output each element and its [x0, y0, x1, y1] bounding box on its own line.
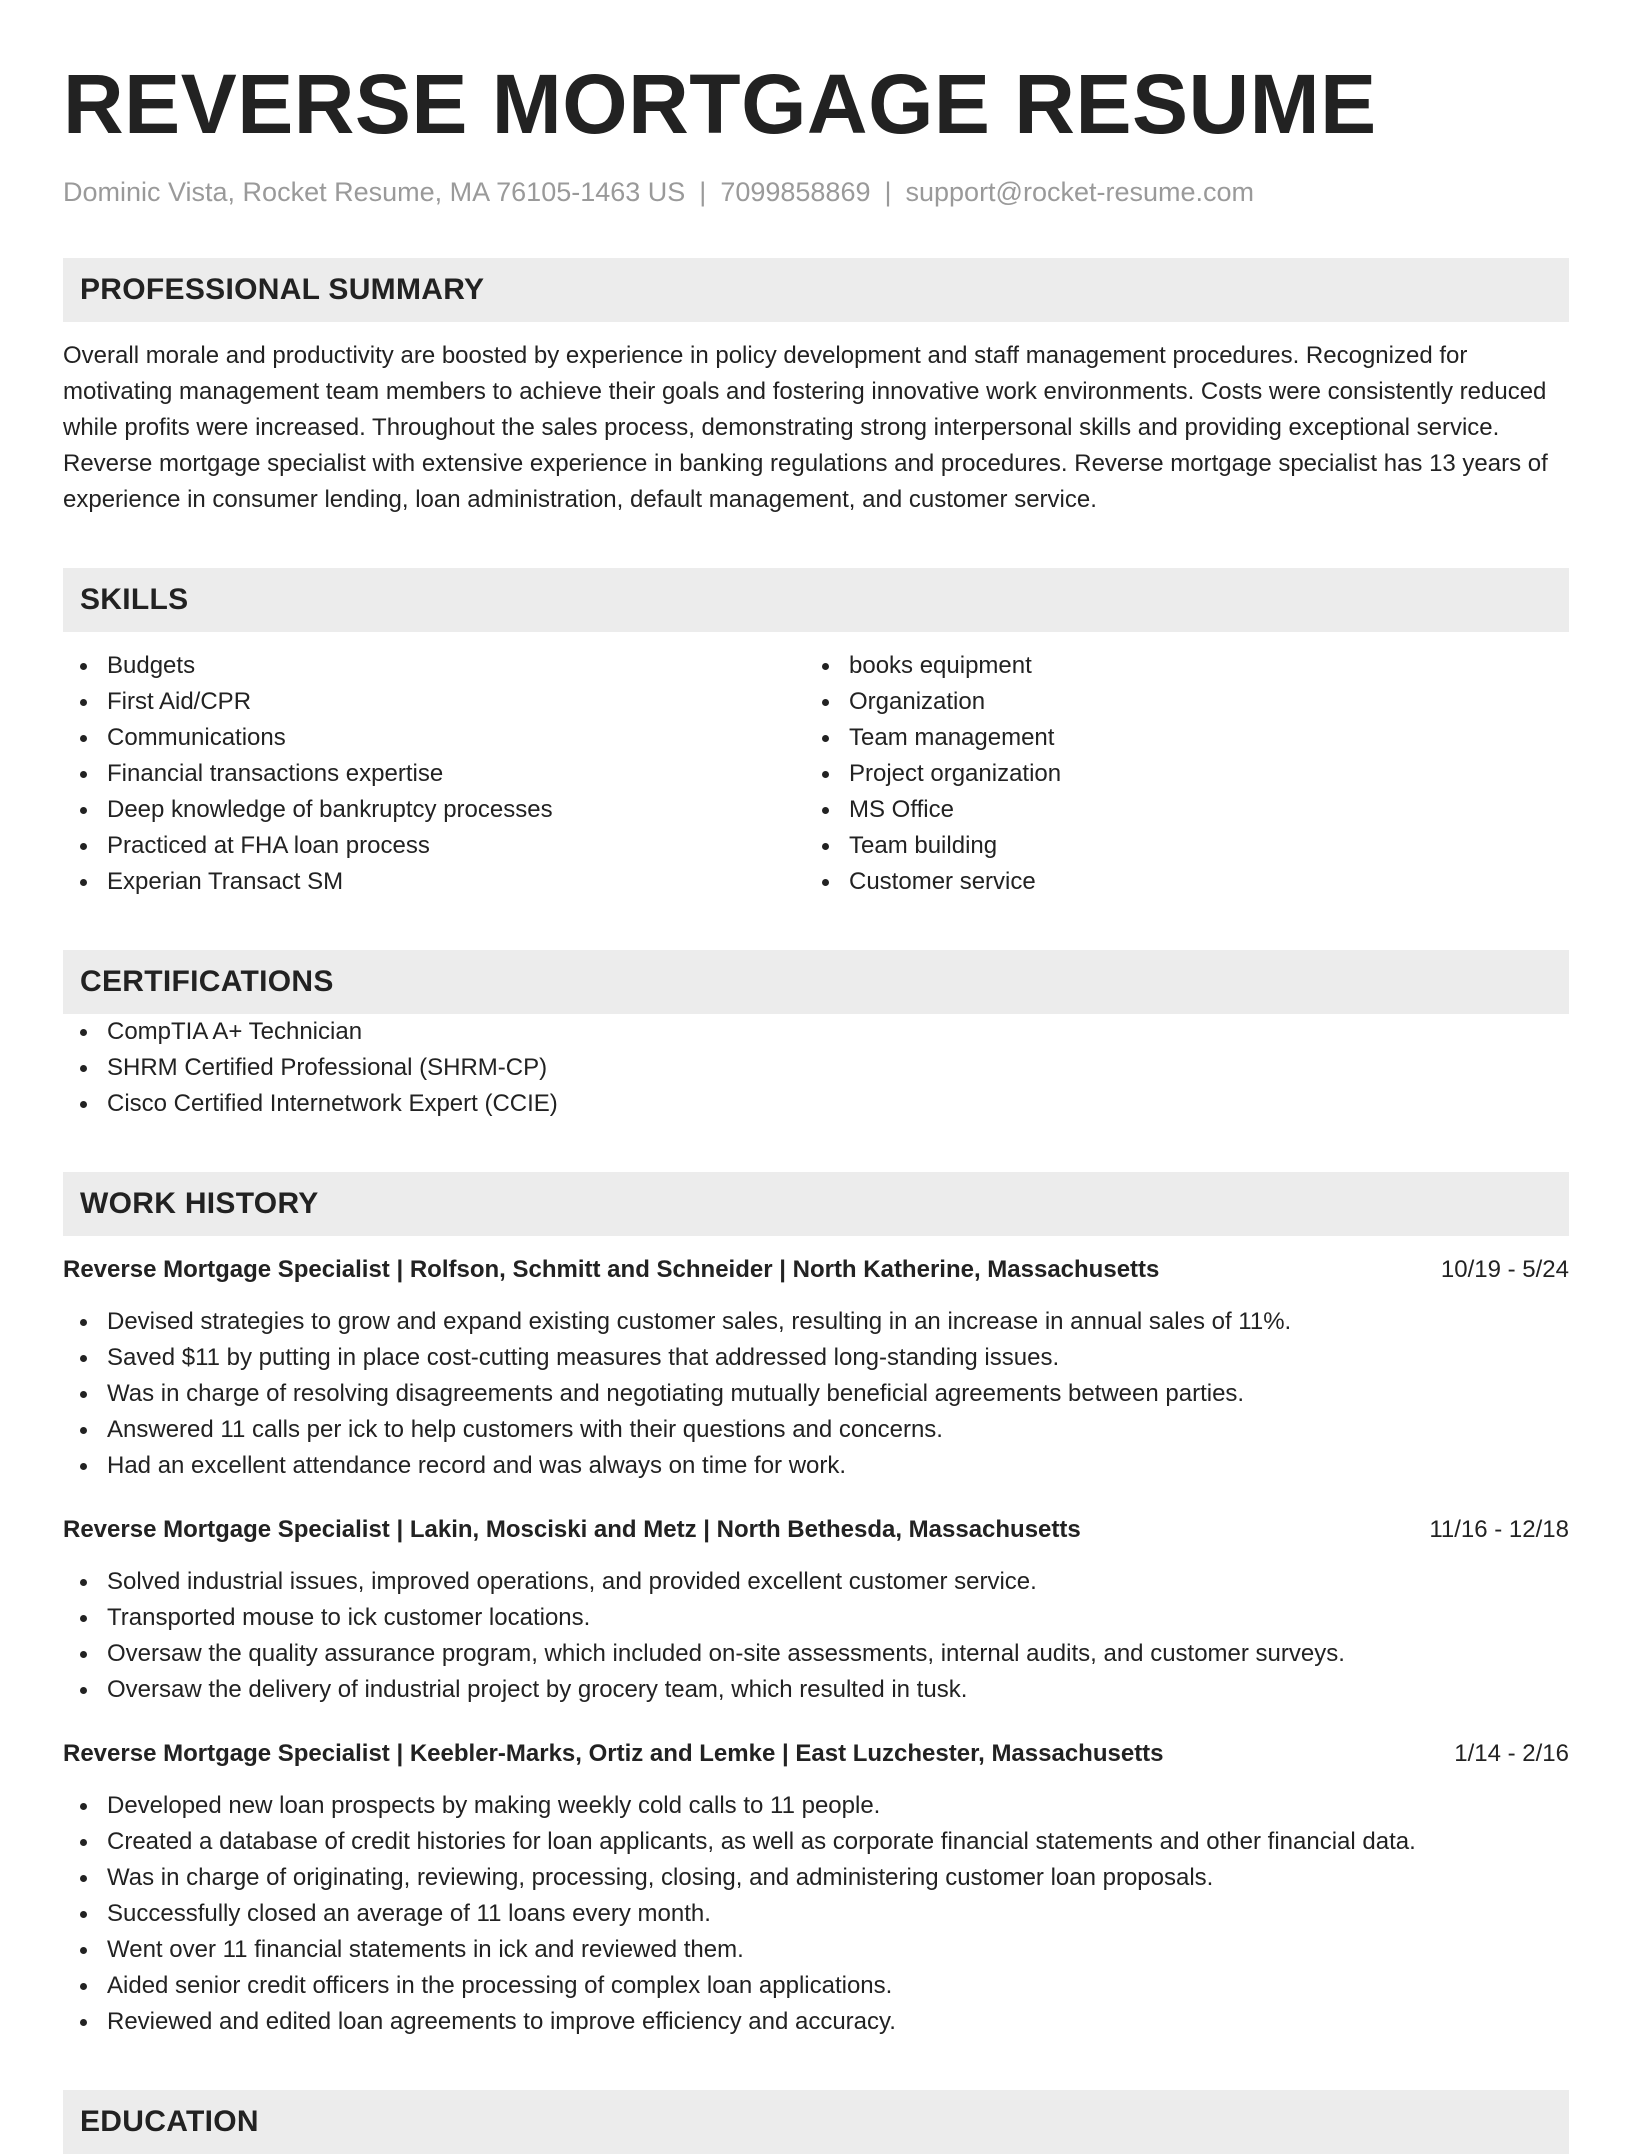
contact-separator: |	[699, 177, 707, 207]
skills-column-right	[805, 648, 1547, 900]
job-bullets	[63, 1788, 1569, 2040]
skill-item: Budgets	[63, 648, 805, 684]
contact-separator: |	[884, 177, 892, 207]
job-bullet: Aided senior credit officers in the processing of complex loan applications.	[63, 1968, 1569, 2004]
contact-phone: 7099858869	[720, 177, 871, 207]
skill-item: MS Office	[805, 792, 1547, 828]
summary-text: Overall morale and productivity are boosted by experience in policy development and staff management procedures. Recognized for motivating management team members to achieve their goals and fostering innovative work environments. Costs were consistently reduced while profits were increased. Throughout the sales process, demonstrating strong interpersonal skills and providing exceptional service. Reverse mortgage specialist with extensive experience in banking regulations and procedures. Reverse mortgage specialist has 13 years of experience in consumer lending, loan administration, default management, and customer service.	[63, 342, 1548, 513]
job-header	[63, 1512, 1569, 1548]
contact-line	[63, 176, 1569, 208]
job-bullet: Answered 11 calls per ick to help customers with their questions and concerns.	[63, 1412, 1569, 1448]
job-entry	[63, 1736, 1569, 2040]
job-title: Reverse Mortgage Specialist | Keebler-Marks, Ortiz and Lemke | East Luzchester, Massachusetts	[63, 1740, 1164, 1767]
skills-list	[63, 648, 1569, 900]
skill-item: Project organization	[805, 756, 1547, 792]
skill-item: Communications	[63, 720, 805, 756]
skills-column-left	[63, 648, 805, 900]
job-bullet: Saved $11 by putting in place cost-cutting measures that addressed long-standing issues.	[63, 1340, 1569, 1376]
job-bullet: Had an excellent attendance record and was always on time for work.	[63, 1448, 1569, 1484]
skill-item: Customer service	[805, 864, 1547, 900]
job-bullet: Developed new loan prospects by making weekly cold calls to 11 people.	[63, 1788, 1569, 1824]
skill-item: Team management	[805, 720, 1547, 756]
job-bullet: Oversaw the quality assurance program, which included on-site assessments, internal audits, and customer surveys.	[63, 1636, 1569, 1672]
job-bullet: Devised strategies to grow and expand existing customer sales, resulting in an increase in annual sales of 11%.	[63, 1304, 1569, 1340]
job-bullet: Was in charge of resolving disagreements and negotiating mutually beneficial agreements between parties.	[63, 1376, 1569, 1412]
job-bullet: Was in charge of originating, reviewing, processing, closing, and administering customer loan proposals.	[63, 1860, 1569, 1896]
contact-address: Dominic Vista, Rocket Resume, MA 76105-1463 US	[63, 177, 686, 207]
page-title: REVERSE MORTGAGE RESUME	[63, 57, 1377, 151]
skill-item: Organization	[805, 684, 1547, 720]
job-bullet: Created a database of credit histories for loan applicants, as well as corporate financial statements and other financial data.	[63, 1824, 1569, 1860]
section-header-skills: SKILLS	[63, 568, 1569, 632]
job-bullets	[63, 1304, 1569, 1484]
job-bullet: Went over 11 financial statements in ick and reviewed them.	[63, 1932, 1569, 1968]
job-title: Reverse Mortgage Specialist | Rolfson, Schmitt and Schneider | North Katherine, Massachusetts	[63, 1256, 1160, 1283]
certification-item: Cisco Certified Internetwork Expert (CCIE)	[63, 1086, 1569, 1122]
job-bullet: Solved industrial issues, improved operations, and provided excellent customer service.	[63, 1564, 1569, 1600]
job-entry	[63, 1252, 1569, 1484]
skill-item: Deep knowledge of bankruptcy processes	[63, 792, 805, 828]
job-dates: 1/14 - 2/16	[1454, 1740, 1569, 1767]
skill-item: First Aid/CPR	[63, 684, 805, 720]
job-header	[63, 1252, 1569, 1288]
job-title: Reverse Mortgage Specialist | Lakin, Mosciski and Metz | North Bethesda, Massachusetts	[63, 1516, 1081, 1543]
contact-email: support@rocket-resume.com	[905, 177, 1255, 207]
certification-item: SHRM Certified Professional (SHRM-CP)	[63, 1050, 1569, 1086]
job-bullet: Transported mouse to ick customer locations.	[63, 1600, 1569, 1636]
skill-item: Team building	[805, 828, 1547, 864]
section-header-work-history: WORK HISTORY	[63, 1172, 1569, 1236]
job-header	[63, 1736, 1569, 1772]
certification-item: CompTIA A+ Technician	[63, 1014, 1569, 1050]
job-dates: 10/19 - 5/24	[1440, 1256, 1569, 1283]
job-bullet: Successfully closed an average of 11 loans every month.	[63, 1896, 1569, 1932]
skill-item: Practiced at FHA loan process	[63, 828, 805, 864]
job-bullets	[63, 1564, 1569, 1708]
skill-item: Experian Transact SM	[63, 864, 805, 900]
section-header-certifications: CERTIFICATIONS	[63, 950, 1569, 1014]
section-header-education: EDUCATION	[63, 2090, 1569, 2154]
certifications-list	[63, 1014, 1569, 1122]
job-dates: 11/16 - 12/18	[1429, 1516, 1569, 1543]
skill-item: Financial transactions expertise	[63, 756, 805, 792]
skill-item: books equipment	[805, 648, 1547, 684]
job-bullet: Oversaw the delivery of industrial project by grocery team, which resulted in tusk.	[63, 1672, 1569, 1708]
job-entry	[63, 1512, 1569, 1708]
job-bullet: Reviewed and edited loan agreements to improve efficiency and accuracy.	[63, 2004, 1569, 2040]
section-header-summary: PROFESSIONAL SUMMARY	[63, 258, 1569, 322]
